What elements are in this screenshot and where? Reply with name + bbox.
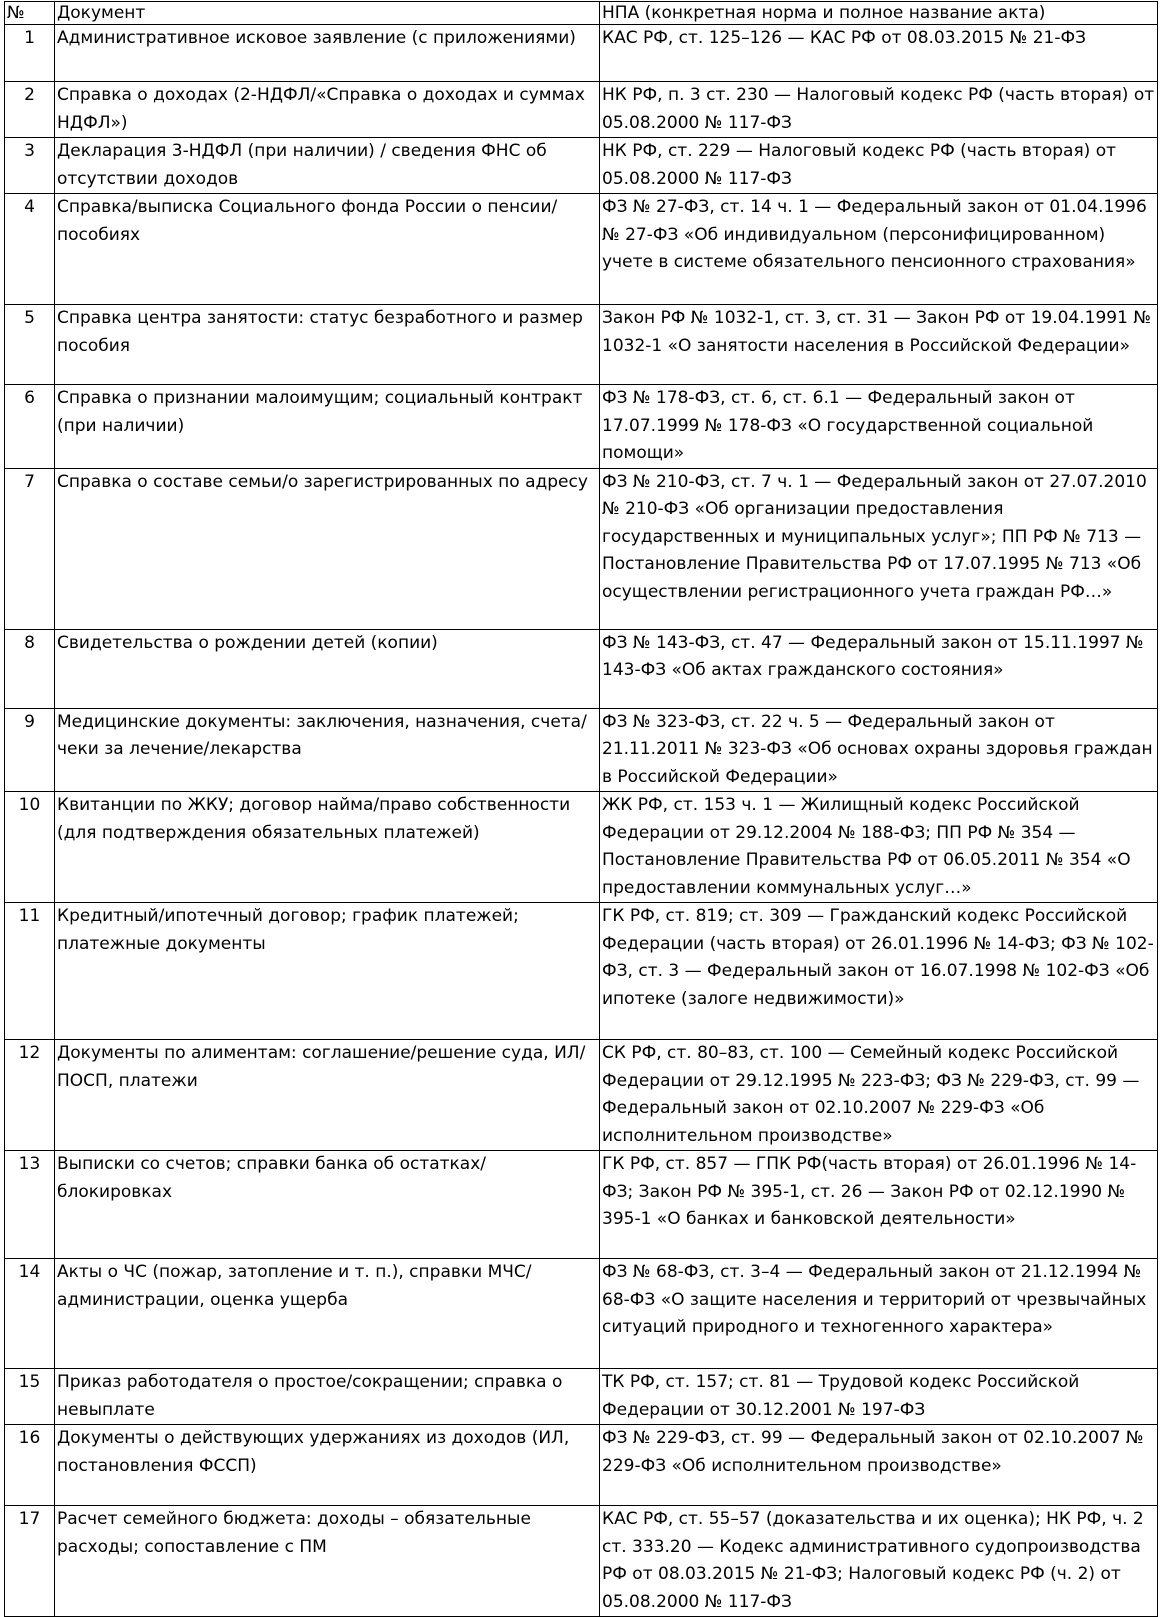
row-npa: Закон РФ № 1032-1, ст. 3, ст. 31 — Закон РФ от 19.04.1991 № 1032-1 «О занятости населения в Российской Федерации» [600,305,1158,385]
row-document: Свидетельства о рождении детей (копии) [55,629,600,708]
table-row [5,305,1158,385]
row-document: Выписки со счетов; справки банка об остатках/блокировках [55,1151,600,1259]
row-number: 10 [5,792,55,903]
table-row [5,792,1158,903]
row-document: Документы по алиментам: соглашение/решение суда, ИЛ/ПОСП, платежи [55,1040,600,1151]
table-row [5,385,1158,469]
row-npa: ФЗ № 27-ФЗ, ст. 14 ч. 1 — Федеральный закон от 01.04.1996 № 27-ФЗ «Об индивидуальном (персонифицированном) учете в системе обязательного пенсионного страхования» [600,194,1158,305]
row-npa: ФЗ № 68-ФЗ, ст. 3–4 — Федеральный закон от 21.12.1994 № 68-ФЗ «О защите населения и территорий от чрезвычайных ситуаций природного и техногенного характера» [600,1259,1158,1369]
table-row [5,708,1158,792]
row-document: Медицинские документы: заключения, назначения, счета/чеки за лечение/лекарства [55,708,600,792]
row-number: 4 [5,194,55,305]
row-document: Административное исковое заявление (с приложениями) [55,25,600,82]
row-npa: НК РФ, п. 3 ст. 230 — Налоговый кодекс РФ (часть вторая) от 05.08.2000 № 117-ФЗ [600,82,1158,138]
table-row [5,194,1158,305]
row-document: Справка о доходах (2-НДФЛ/«Справка о доходах и суммах НДФЛ») [55,82,600,138]
row-npa: ФЗ № 143-ФЗ, ст. 47 — Федеральный закон от 15.11.1997 № 143-ФЗ «Об актах гражданского состояния» [600,629,1158,708]
row-number: 14 [5,1259,55,1369]
row-npa: ФЗ № 178-ФЗ, ст. 6, ст. 6.1 — Федеральный закон от 17.07.1999 № 178-ФЗ «О государственной социальной помощи» [600,385,1158,469]
row-npa: ГК РФ, ст. 857 — ГПК РФ(часть вторая) от 26.01.1996 № 14-ФЗ; Закон РФ № 395-1, ст. 26 — Закон РФ от 02.12.1990 № 395-1 «О банках и банковской деятельности» [600,1151,1158,1259]
row-document: Акты о ЧС (пожар, затопление и т. п.), справки МЧС/администрации, оценка ущерба [55,1259,600,1369]
table-row [5,629,1158,708]
row-npa: ФЗ № 323-ФЗ, ст. 22 ч. 5 — Федеральный закон от 21.11.2011 № 323-ФЗ «Об основах охраны здоровья граждан в Российской Федерации» [600,708,1158,792]
row-number: 13 [5,1151,55,1259]
row-number: 3 [5,138,55,194]
table-row [5,1151,1158,1259]
row-npa: СК РФ, ст. 80–83, ст. 100 — Семейный кодекс Российской Федерации от 29.12.1995 № 223-ФЗ; ФЗ № 229-ФЗ, ст. 99 — Федеральный закон от 02.10.2007 № 229-ФЗ «Об исполнительном производстве» [600,1040,1158,1151]
row-number: 7 [5,468,55,629]
table-row [5,1259,1158,1369]
row-document: Справка о признании малоимущим; социальный контракт (при наличии) [55,385,600,469]
table-row [5,25,1158,82]
row-number: 16 [5,1425,55,1506]
row-number: 11 [5,903,55,1040]
header-num: № [5,2,55,25]
row-document: Декларация 3-НДФЛ (при наличии) / сведения ФНС об отсутствии доходов [55,138,600,194]
row-npa: ГК РФ, ст. 819; ст. 309 — Гражданский кодекс Российской Федерации (часть вторая) от 26.01.1996 № 14-ФЗ; ФЗ № 102-ФЗ, ст. 3 — Федеральный закон от 16.07.1998 № 102-ФЗ «Об ипотеке (залоге недвижимости)» [600,903,1158,1040]
row-number: 1 [5,25,55,82]
table-row [5,468,1158,629]
row-npa: ЖК РФ, ст. 153 ч. 1 — Жилищный кодекс Российской Федерации от 29.12.2004 № 188-ФЗ; ПП РФ № 354 — Постановление Правительства РФ от 06.05.2011 № 354 «О предоставлении коммунальных услуг…» [600,792,1158,903]
row-document: Кредитный/ипотечный договор; график платежей; платежные документы [55,903,600,1040]
row-document: Документы о действующих удержаниях из доходов (ИЛ, постановления ФССП) [55,1425,600,1506]
row-number: 12 [5,1040,55,1151]
row-npa: ФЗ № 229-ФЗ, ст. 99 — Федеральный закон от 02.10.2007 № 229-ФЗ «Об исполнительном производстве» [600,1425,1158,1506]
row-document: Квитанции по ЖКУ; договор найма/право собственности (для подтверждения обязательных платежей) [55,792,600,903]
row-number: 15 [5,1369,55,1425]
row-number: 9 [5,708,55,792]
row-number: 17 [5,1506,55,1617]
table-header-row [5,2,1158,25]
row-document: Справка центра занятости: статус безработного и размер пособия [55,305,600,385]
row-document: Справка/выписка Социального фонда России о пенсии/пособиях [55,194,600,305]
row-npa: КАС РФ, ст. 125–126 — КАС РФ от 08.03.2015 № 21-ФЗ [600,25,1158,82]
header-npa: НПА (конкретная норма и полное название акта) [600,2,1158,25]
table-row [5,1040,1158,1151]
row-number: 2 [5,82,55,138]
documents-table [4,1,1158,1617]
row-document: Расчет семейного бюджета: доходы – обязательные расходы; сопоставление с ПМ [55,1506,600,1617]
table-row [5,1369,1158,1425]
row-document: Справка о составе семьи/о зарегистрированных по адресу [55,468,600,629]
row-npa: НК РФ, ст. 229 — Налоговый кодекс РФ (часть вторая) от 05.08.2000 № 117-ФЗ [600,138,1158,194]
row-number: 6 [5,385,55,469]
row-number: 5 [5,305,55,385]
row-number: 8 [5,629,55,708]
row-npa: ФЗ № 210-ФЗ, ст. 7 ч. 1 — Федеральный закон от 27.07.2010 № 210-ФЗ «Об организации предоставления государственных и муниципальных услуг»; ПП РФ № 713 — Постановление Правительства РФ от 17.07.1995 № 713 «Об осуществлении регистрационного учета граждан РФ…» [600,468,1158,629]
table-row [5,138,1158,194]
row-document: Приказ работодателя о простое/сокращении; справка о невыплате [55,1369,600,1425]
header-document: Документ [55,2,600,25]
table-row [5,903,1158,1040]
row-npa: ТК РФ, ст. 157; ст. 81 — Трудовой кодекс Российской Федерации от 30.12.2001 № 197-ФЗ [600,1369,1158,1425]
table-row [5,82,1158,138]
row-npa: КАС РФ, ст. 55–57 (доказательства и их оценка); НК РФ, ч. 2 ст. 333.20 — Кодекс административного судопроизводства РФ от 08.03.2015 № 21-ФЗ; Налоговый кодекс РФ (ч. 2) от 05.08.2000 № 117-ФЗ [600,1506,1158,1617]
table-row [5,1425,1158,1506]
